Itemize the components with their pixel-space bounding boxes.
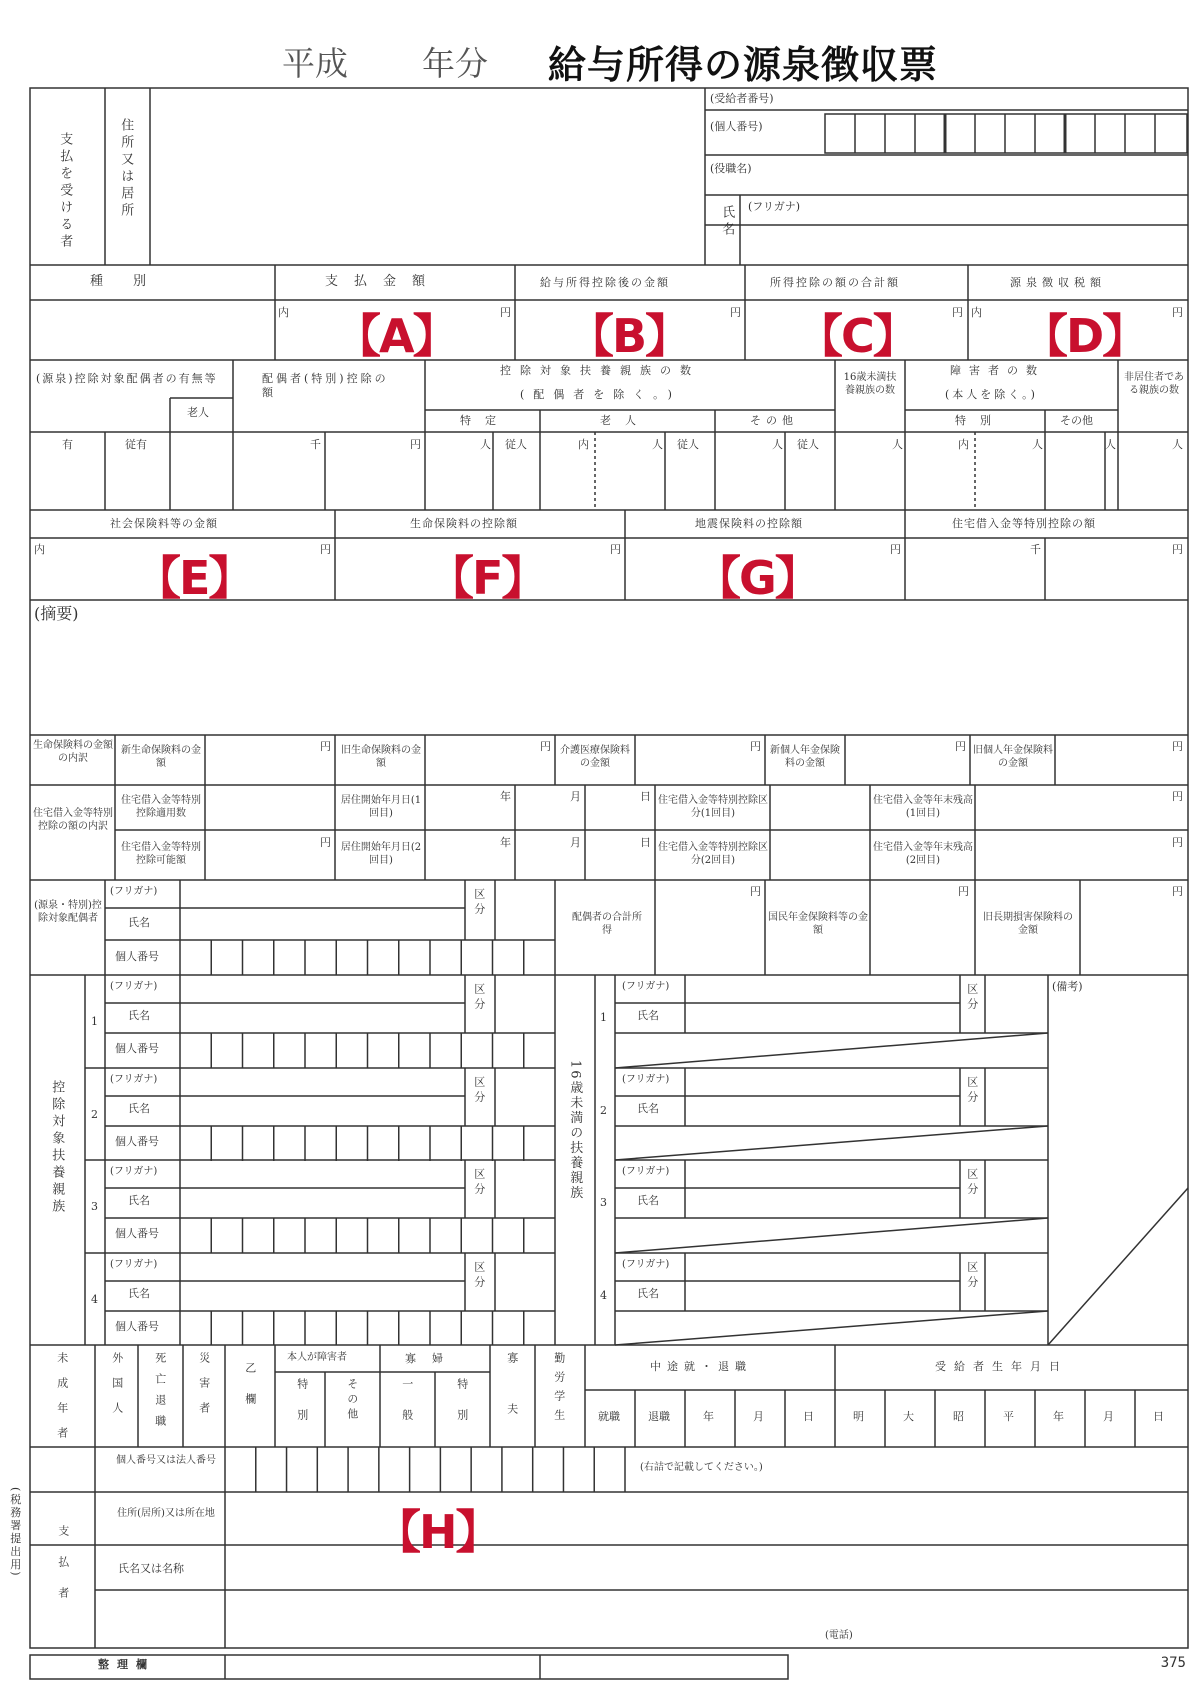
unit-inner-e: 内 bbox=[34, 543, 45, 556]
unit-people-disabled-other: 人 bbox=[1105, 438, 1116, 451]
status-widow-special: 特別 bbox=[455, 1378, 469, 1440]
status-employed: 就職 bbox=[598, 1410, 620, 1423]
housing-balance-2: 住宅借入金等年末残高(2回目) bbox=[873, 842, 973, 866]
unit-yen-possible: 円 bbox=[320, 836, 331, 849]
payer-name-label: 氏名又は名称 bbox=[118, 1562, 184, 1575]
old-long-term-label: 旧長期損害保険料の金額 bbox=[983, 912, 1073, 936]
old-pension-label: 旧個人年金保険料の金額 bbox=[973, 745, 1053, 769]
unit-yen-old-long-term: 円 bbox=[1172, 885, 1183, 898]
under16-label: 16歳未満の扶養親族 bbox=[567, 1060, 583, 1201]
dependent-kubun: 区分 bbox=[472, 983, 486, 1013]
unit-thousand-housing: 千 bbox=[1030, 543, 1041, 556]
marker-b: 【B】 bbox=[568, 309, 690, 363]
unit-yen-old-life: 円 bbox=[540, 740, 551, 753]
old-life-label: 旧生命保険料の金額 bbox=[341, 745, 421, 769]
status-minor: 未成年者 bbox=[55, 1352, 69, 1452]
status-birth-month: 月 bbox=[1103, 1410, 1114, 1423]
unit-yen-new-pension: 円 bbox=[955, 740, 966, 753]
under16-row-number: 1 bbox=[600, 1011, 607, 1024]
housing-start-date-2: 居住開始年月日(2回目) bbox=[340, 842, 422, 866]
under16-kubun: 区分 bbox=[965, 983, 979, 1013]
dep-elder: 老人 bbox=[600, 414, 650, 427]
unit-day-1: 日 bbox=[640, 790, 651, 803]
spouse-detail-label: (源泉・特別)控除対象配偶者 bbox=[34, 900, 102, 924]
status-meiji: 明 bbox=[853, 1410, 864, 1423]
status-widower: 寡夫 bbox=[505, 1352, 519, 1454]
earthquake-insurance-header: 地震保険料の控除額 bbox=[695, 517, 803, 530]
after-deduction-header: 給与所得控除後の金額 bbox=[540, 276, 670, 289]
unit-sub-specific: 従人 bbox=[505, 438, 527, 451]
dep-other: その他 bbox=[750, 414, 798, 427]
dependent-name: 氏名 bbox=[128, 1287, 150, 1300]
dependent-row-number: 4 bbox=[91, 1293, 98, 1306]
recipient-no-label: (受給者番号) bbox=[710, 92, 774, 105]
spouse-kubun: 区分 bbox=[472, 888, 486, 918]
under16-furigana: (フリガナ) bbox=[622, 1259, 670, 1270]
status-heisei: 平 bbox=[1003, 1410, 1014, 1423]
dependent-my-number: 個人番号 bbox=[115, 1042, 159, 1055]
my-number-label: (個人番号) bbox=[710, 120, 763, 133]
spouse-income-label: 配偶者の合計所得 bbox=[572, 912, 642, 936]
under16-row-number: 3 bbox=[600, 1196, 607, 1209]
marker-g: 【G】 bbox=[695, 551, 819, 605]
dependent-my-number: 個人番号 bbox=[115, 1227, 159, 1240]
disabled-special: 特別 bbox=[955, 414, 1005, 427]
status-mid-year: 年 bbox=[703, 1410, 714, 1423]
housing-start-date-1: 居住開始年月日(1回目) bbox=[340, 795, 422, 819]
unit-yen-balance-1: 円 bbox=[1172, 790, 1183, 803]
spouse-elder-label: 老人 bbox=[187, 406, 209, 419]
unit-people-elder: 人 bbox=[652, 438, 663, 451]
marker-d: 【D】 bbox=[1022, 309, 1147, 363]
dependents-count-label: 控除対象扶養親族の数 bbox=[500, 364, 700, 377]
unit-thousand-spouse: 千 bbox=[310, 438, 321, 451]
dependent-row-number: 2 bbox=[91, 1108, 98, 1121]
unit-yen-e: 円 bbox=[320, 543, 331, 556]
disabled-other: その他 bbox=[1060, 414, 1093, 427]
disabled-excl-self: (本人を除く。) bbox=[945, 388, 1038, 401]
housing-breakdown-label: 住宅借入金等特別控除の額の内訳 bbox=[33, 808, 113, 832]
unit-yen-spouse-income: 円 bbox=[750, 885, 761, 898]
unit-inner-a: 内 bbox=[278, 306, 289, 319]
spouse-name: 氏名 bbox=[128, 916, 150, 929]
status-widow: 寡婦 bbox=[405, 1352, 459, 1365]
status-disaster: 災害者 bbox=[197, 1352, 211, 1427]
housing-category-2: 住宅借入金等特別控除区分(2回目) bbox=[658, 842, 768, 866]
dependent-furigana: (フリガナ) bbox=[110, 1074, 158, 1085]
dependent-row-number: 1 bbox=[91, 1015, 98, 1028]
marker-h: 【H】 bbox=[375, 1505, 500, 1559]
status-retired: 退職 bbox=[648, 1410, 670, 1423]
under16-name: 氏名 bbox=[637, 1009, 659, 1022]
status-otsu: 乙欄 bbox=[243, 1362, 257, 1424]
dependent-furigana: (フリガナ) bbox=[110, 1166, 158, 1177]
dependents-label: 控除対象扶養親族 bbox=[49, 1080, 65, 1216]
dependent-my-number: 個人番号 bbox=[115, 1320, 159, 1333]
unit-year-1: 年 bbox=[500, 790, 511, 803]
dependent-furigana: (フリガナ) bbox=[110, 981, 158, 992]
dependent-name: 氏名 bbox=[128, 1009, 150, 1022]
under16-row-number: 4 bbox=[600, 1289, 607, 1302]
dependent-my-number: 個人番号 bbox=[115, 1135, 159, 1148]
unit-inner-disabled: 内 bbox=[958, 438, 969, 451]
housing-balance-1: 住宅借入金等年末残高(1回目) bbox=[873, 795, 973, 819]
payer-right-note: (右詰で記載してください。) bbox=[640, 1462, 763, 1473]
status-student: 勤労学生 bbox=[552, 1352, 566, 1428]
status-disabled-special: 特別 bbox=[295, 1378, 309, 1440]
payee-name-label: 氏名 bbox=[719, 205, 735, 239]
status-taisho: 大 bbox=[903, 1410, 914, 1423]
new-life-label: 新生命保険料の金額 bbox=[121, 745, 201, 769]
status-disabled-other: その他 bbox=[345, 1378, 359, 1423]
spouse-has: 有 bbox=[62, 438, 73, 451]
dependent-kubun: 区分 bbox=[472, 1168, 486, 1198]
housing-applicable-count: 住宅借入金等特別控除適用数 bbox=[121, 795, 201, 819]
under16-kubun: 区分 bbox=[965, 1168, 979, 1198]
new-pension-label: 新個人年金保険料の金額 bbox=[770, 745, 840, 769]
deduction-total-header: 所得控除の額の合計額 bbox=[770, 276, 900, 289]
dependent-furigana: (フリガナ) bbox=[110, 1259, 158, 1270]
marker-e: 【E】 bbox=[135, 551, 253, 605]
unit-year-2: 年 bbox=[500, 836, 511, 849]
dependent-name: 氏名 bbox=[128, 1194, 150, 1207]
payee-address-label: 住所又は居所 bbox=[118, 118, 134, 220]
under16-name: 氏名 bbox=[637, 1102, 659, 1115]
spouse-sub-has: 従有 bbox=[125, 438, 147, 451]
unit-yen-balance-2: 円 bbox=[1172, 836, 1183, 849]
payment-header: 支払金額 bbox=[325, 274, 442, 289]
unit-yen-g: 円 bbox=[890, 543, 901, 556]
unit-people-disabled-special: 人 bbox=[1032, 438, 1043, 451]
social-insurance-header: 社会保険料等の金額 bbox=[110, 517, 218, 530]
under16-kubun: 区分 bbox=[965, 1076, 979, 1106]
spouse-deduction-label: (源泉)控除対象配偶者の有無等 bbox=[36, 372, 218, 385]
unit-yen-b: 円 bbox=[730, 306, 741, 319]
status-widow-general: 一般 bbox=[400, 1378, 414, 1440]
status-mid: 中途就・退職 bbox=[650, 1360, 752, 1373]
unit-people-non-resident: 人 bbox=[1172, 438, 1183, 451]
status-death: 死亡退職 bbox=[153, 1352, 167, 1436]
payer-number-label: 個人番号又は法人番号 bbox=[116, 1455, 216, 1466]
title-era: 平成 bbox=[282, 44, 348, 83]
unit-yen-housing: 円 bbox=[1172, 543, 1183, 556]
housing-category-1: 住宅借入金等特別控除区分(1回目) bbox=[658, 795, 768, 819]
housing-deduction-header: 住宅借入金等特別控除の額 bbox=[952, 517, 1096, 530]
arrangement-label: 整理欄 bbox=[98, 1658, 155, 1671]
unit-day-2: 日 bbox=[640, 836, 651, 849]
under16-kubun: 区分 bbox=[965, 1261, 979, 1291]
under16-name: 氏名 bbox=[637, 1194, 659, 1207]
side-label: (税務署提出用) bbox=[8, 1487, 22, 1578]
unit-people-specific: 人 bbox=[480, 438, 491, 451]
payer-phone-label: (電話) bbox=[825, 1630, 853, 1641]
disabled-count-label: 障害者の数 bbox=[950, 364, 1045, 377]
unit-yen-care: 円 bbox=[750, 740, 761, 753]
title-main: 給与所得の源泉徴収票 bbox=[548, 42, 939, 87]
unit-people-under16: 人 bbox=[892, 438, 903, 451]
status-mid-month: 月 bbox=[753, 1410, 764, 1423]
status-disabled-self: 本人が障害者 bbox=[287, 1352, 347, 1363]
summary-label: (摘要) bbox=[34, 604, 79, 623]
payer-label: 支払者 bbox=[56, 1525, 70, 1618]
spouse-my-number: 個人番号 bbox=[115, 950, 159, 963]
unit-yen-d: 円 bbox=[1172, 306, 1183, 319]
unit-inner-elder: 内 bbox=[578, 438, 589, 451]
under16-furigana: (フリガナ) bbox=[622, 981, 670, 992]
marker-f: 【F】 bbox=[428, 551, 546, 605]
dependent-kubun: 区分 bbox=[472, 1261, 486, 1291]
unit-sub-other: 従人 bbox=[797, 438, 819, 451]
marker-c: 【C】 bbox=[797, 309, 917, 363]
care-label: 介護医療保険料の金額 bbox=[560, 745, 630, 769]
unit-yen-spouse: 円 bbox=[410, 438, 421, 451]
dependent-kubun: 区分 bbox=[472, 1076, 486, 1106]
under16-row-number: 2 bbox=[600, 1104, 607, 1117]
unit-people-other: 人 bbox=[772, 438, 783, 451]
payer-address-label: 住所(居所)又は所在地 bbox=[117, 1508, 215, 1519]
unit-inner-d: 内 bbox=[971, 306, 982, 319]
type-header: 種別 bbox=[90, 274, 177, 289]
under16-furigana: (フリガナ) bbox=[622, 1166, 670, 1177]
life-insurance-header: 生命保険料の控除額 bbox=[410, 517, 518, 530]
status-showa: 昭 bbox=[953, 1410, 964, 1423]
under16-count-label: 16歳未満扶養親族の数 bbox=[843, 372, 897, 396]
furigana-label: (フリガナ) bbox=[748, 200, 801, 213]
dependents-excl-spouse: (配偶者を除く。) bbox=[520, 388, 681, 401]
unit-yen-c: 円 bbox=[952, 306, 963, 319]
payee-label: 支払を受ける者 bbox=[57, 132, 73, 251]
unit-yen-new-life: 円 bbox=[320, 740, 331, 753]
status-birth-day: 日 bbox=[1153, 1410, 1164, 1423]
marker-a: 【A】 bbox=[335, 309, 457, 363]
unit-month-2: 月 bbox=[570, 836, 581, 849]
unit-yen-old-pension: 円 bbox=[1172, 740, 1183, 753]
under16-name: 氏名 bbox=[637, 1287, 659, 1300]
national-pension-label: 国民年金保険料等の金額 bbox=[768, 912, 868, 936]
remarks-label: (備考) bbox=[1052, 980, 1083, 993]
title-year-suffix: 年分 bbox=[422, 44, 488, 83]
unit-yen-f: 円 bbox=[610, 543, 621, 556]
unit-sub-elder: 従人 bbox=[677, 438, 699, 451]
life-breakdown-label: 生命保険料の金額の内訳 bbox=[33, 740, 113, 764]
spouse-furigana: (フリガナ) bbox=[110, 886, 158, 897]
under16-furigana: (フリガナ) bbox=[622, 1074, 670, 1085]
position-label: (役職名) bbox=[710, 162, 752, 175]
dependent-row-number: 3 bbox=[91, 1200, 98, 1213]
dependent-name: 氏名 bbox=[128, 1102, 150, 1115]
status-birth-year: 年 bbox=[1053, 1410, 1064, 1423]
unit-yen-a: 円 bbox=[500, 306, 511, 319]
housing-possible-amount: 住宅借入金等特別控除可能額 bbox=[121, 842, 201, 866]
page-number: 375 bbox=[1160, 1655, 1186, 1671]
status-foreigner: 外国人 bbox=[110, 1352, 124, 1427]
withholding-header: 源泉徴収税額 bbox=[1010, 276, 1106, 289]
spouse-special-deduction-label: 配偶者(特別)控除の額 bbox=[262, 372, 389, 399]
status-birthday: 受給者生年月日 bbox=[935, 1360, 1068, 1373]
dep-specific: 特定 bbox=[460, 414, 510, 427]
unit-month-1: 月 bbox=[570, 790, 581, 803]
status-mid-day: 日 bbox=[803, 1410, 814, 1423]
unit-yen-national-pension: 円 bbox=[958, 885, 969, 898]
non-resident-label: 非居住者である親族の数 bbox=[1124, 372, 1184, 396]
